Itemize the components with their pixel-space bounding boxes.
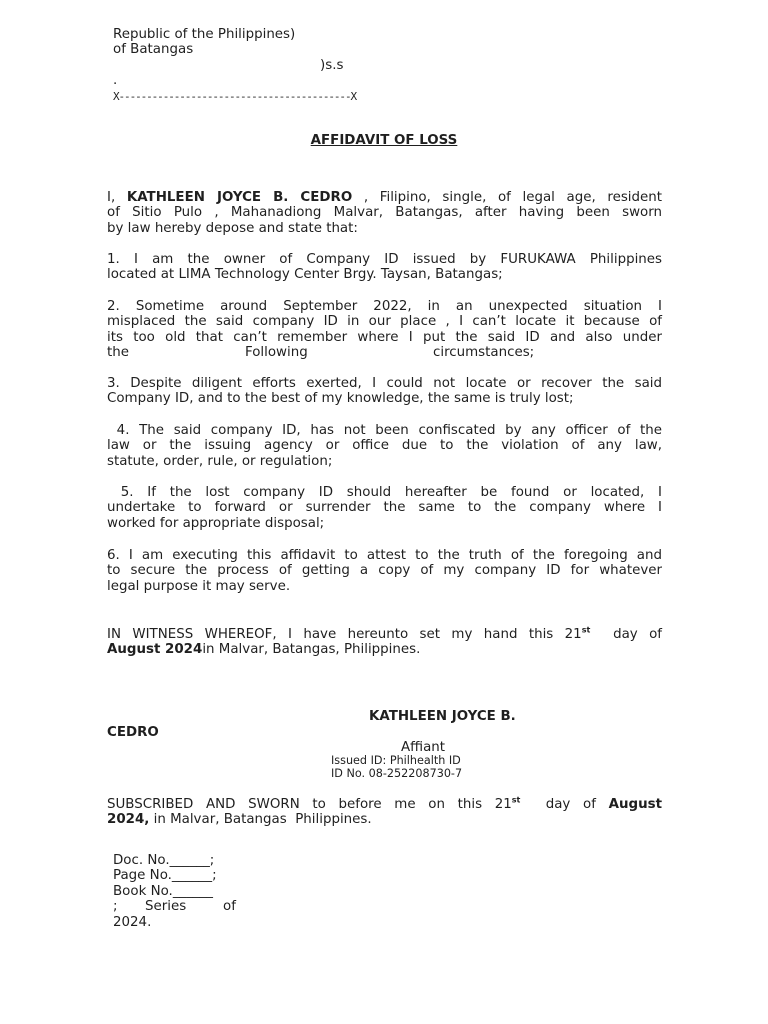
paragraph-1 [107, 252, 662, 283]
venue-separator: X------------------------------------------X [113, 89, 356, 103]
signature-name-part1 [369, 709, 516, 724]
para1-line-2: located at LIMA Technology Center Brgy. Taysan, Batangas; [107, 267, 503, 283]
para3-line-2: Company ID, and to the best of my knowledge, the same is truly lost; [107, 391, 574, 407]
jurat-paragraph [107, 797, 662, 828]
signature-role: Affiant [401, 740, 446, 755]
para4-line-3: statute, order, rule, or regulation; [107, 453, 333, 469]
para2-line-2: misplaced the said company ID in our place , I can’t locate it because of [107, 314, 662, 330]
para2-line-1: 2. Sometime around September 2022, in an unexpected situation I [107, 299, 662, 314]
notary-book-no: Book No.______ [113, 883, 213, 899]
witness-text-a: IN WITNESS WHEREOF, I have hereunto set my hand this 21 [107, 627, 582, 642]
witness-line-2 [107, 642, 662, 657]
notary-series-semicolon: ; [113, 899, 118, 915]
notary-details [113, 853, 239, 930]
witness-text-b: day of [590, 627, 662, 642]
document-title: AFFIDAVIT OF LOSS [310, 133, 458, 148]
affiant-name: KATHLEEN JOYCE B. CEDRO [126, 190, 353, 205]
para5-line-2: undertake to forward or surrender the same to the company where I [107, 500, 662, 516]
witness-date: August 2024 [107, 642, 203, 658]
venue-dot: . [113, 73, 118, 89]
paragraph-6 [107, 548, 662, 594]
para5-line-3: worked for appropriate disposal; [107, 515, 325, 531]
para2-word-circumstances: circumstances; [433, 345, 535, 361]
venue-block [113, 27, 356, 104]
venue-province: of Batangas [113, 42, 194, 58]
para4-line-2: law or the issuing agency or office due to the violation of any law, [107, 438, 662, 454]
para6-line-3: legal purpose it may serve. [107, 578, 291, 594]
para6-line-2: to secure the process of getting a copy of my company ID for whatever [107, 563, 662, 579]
jurat-ordinal: st [511, 795, 521, 805]
witness-ordinal: st [581, 625, 591, 635]
notary-year: 2024. [113, 914, 152, 930]
signature-name-part2 [107, 725, 159, 740]
intro-line-1 [107, 190, 662, 205]
jurat-line-1 [107, 797, 662, 812]
paragraph-2 [107, 299, 662, 361]
para1-line-1: 1. I am the owner of Company ID issued by FURUKAWA Philippines [107, 252, 662, 267]
signature-id-number: ID No. 08-252208730-7 [331, 767, 463, 780]
jurat-month: August [608, 797, 662, 812]
witness-paragraph [107, 627, 662, 658]
para3-line-1: 3. Despite diligent efforts exerted, I could not locate or recover the said [107, 376, 662, 391]
jurat-line-2 [107, 812, 662, 827]
intro-line-3: by law hereby depose and state that: [107, 220, 358, 236]
notary-doc-no: Doc. No.______; [113, 853, 215, 868]
jurat-place: in Malvar, Batangas Philippines. [149, 812, 372, 828]
notary-series-of: of [223, 899, 236, 915]
para2-line-4 [107, 345, 662, 360]
venue-republic: Republic of the Philippines) [113, 27, 296, 42]
paragraph-3 [107, 376, 662, 407]
venue-ss: )s.s [320, 57, 344, 73]
para2-line-3: its too old that can’t remember where I put the said ID and also under [107, 329, 662, 345]
jurat-text-b: day of [520, 797, 609, 812]
notary-series-word: Series [145, 899, 187, 915]
intro-prefix: I, [107, 190, 116, 205]
intro-line-1-rest: , Filipino, single, of legal age, resident [363, 190, 662, 205]
para2-word-following: Following [245, 345, 308, 361]
notary-series-line [113, 899, 239, 914]
jurat-year: 2024, [107, 812, 150, 828]
para2-word-the: the [107, 345, 129, 361]
signature-name-text-2: CEDRO [107, 725, 159, 740]
intro-line-2: of Sitio Pulo , Mahanadiong Malvar, Batangas, after having been sworn [107, 205, 662, 221]
signature-name-text-1: KATHLEEN JOYCE B. [369, 709, 516, 724]
paragraph-4 [107, 423, 662, 469]
para4-line-1: 4. The said company ID, has not been confiscated by any officer of the [107, 423, 662, 438]
witness-place: in Malvar, Batangas, Philippines. [202, 642, 421, 658]
para5-line-1: 5. If the lost company ID should hereafter be found or located, I [107, 485, 662, 500]
jurat-text-a: SUBSCRIBED AND SWORN to before me on this 21 [107, 797, 512, 812]
intro-paragraph [107, 190, 662, 236]
paragraph-5 [107, 485, 662, 531]
notary-page-no: Page No.______; [113, 868, 217, 884]
witness-line-1 [107, 627, 662, 642]
para6-line-1: 6. I am executing this affidavit to attest to the truth of the foregoing and [107, 548, 662, 563]
signature-issued-id: Issued ID: Philhealth ID [331, 754, 461, 767]
